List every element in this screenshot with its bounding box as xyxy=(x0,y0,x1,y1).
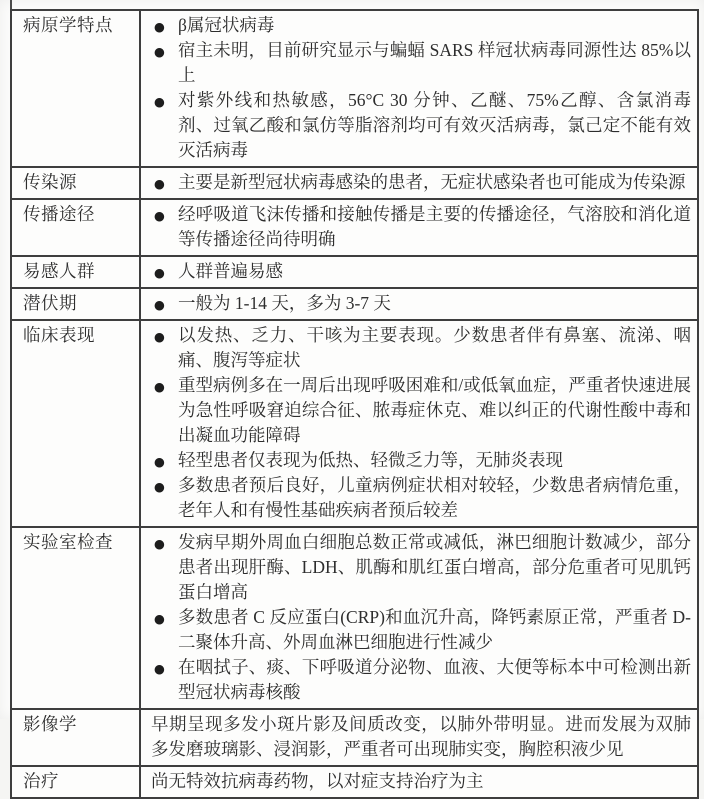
bullet-item xyxy=(141,655,691,705)
bullet-icon: ● xyxy=(154,329,165,344)
bullet-icon: ● xyxy=(154,208,165,223)
bullet-icon: ● xyxy=(154,454,165,469)
bullet-text: 人群普遍易感 xyxy=(178,261,283,281)
bullet-icon: ● xyxy=(154,297,165,312)
row-label: 潜伏期 xyxy=(11,288,140,320)
table-row-2 xyxy=(11,199,698,256)
bullet-list xyxy=(141,13,691,163)
bullet-text: 发病早期外周血白细胞总数正常或减低，淋巴细胞计数减少，部分患者出现肝酶、LDH、肌酶和肌红蛋白增高，部分危重者可见肌钙蛋白增高 xyxy=(178,532,691,602)
row-content xyxy=(140,320,698,527)
row-label: 病原学特点 xyxy=(11,10,140,167)
row-content xyxy=(140,288,698,320)
table-row-6 xyxy=(11,527,698,709)
row-content xyxy=(140,766,698,798)
row-label: 治疗 xyxy=(11,766,140,798)
bullet-icon: ● xyxy=(154,44,165,59)
bullet-list xyxy=(141,323,691,523)
row-label: 传播途径 xyxy=(11,199,140,256)
bullet-item xyxy=(141,202,691,252)
bullet-item xyxy=(141,291,691,316)
row-label: 影像学 xyxy=(11,709,140,766)
row-text: 早期呈现多发小斑片影及间质改变，以肺外带明显。进而发展为双肺多发磨玻璃影、浸润影，严重者可出现肺实变，胸腔积液少见 xyxy=(151,714,691,759)
bullet-icon: ● xyxy=(154,379,165,394)
bullet-text: β属冠状病毒 xyxy=(178,15,275,35)
row-label: 易感人群 xyxy=(11,256,140,288)
bullet-text: 多数患者 C 反应蛋白(CRP)和血沉升高，降钙素原正常，严重者 D-二聚体升高、外周血淋巴细胞进行性减少 xyxy=(178,607,691,652)
bullet-item xyxy=(141,323,691,373)
cropped-border-fragment xyxy=(10,0,12,9)
row-content xyxy=(140,10,698,167)
disease-table-body xyxy=(11,10,698,798)
bullet-text: 轻型患者仅表现为低热、轻微乏力等，无肺炎表现 xyxy=(178,450,563,470)
disease-characteristics-table xyxy=(10,9,699,799)
bullet-text: 对紫外线和热敏感，56°C 30 分钟、乙醚、75%乙醇、含氯消毒剂、过氧乙酸和氯仿等脂溶剂均可有效灭活病毒，氯己定不能有效灭活病毒 xyxy=(178,90,691,160)
table-row-7 xyxy=(11,709,698,766)
table-row-3 xyxy=(11,256,698,288)
bullet-list xyxy=(141,202,691,252)
bullet-icon: ● xyxy=(154,661,165,676)
bullet-item xyxy=(141,373,691,448)
bullet-text: 主要是新型冠状病毒感染的患者，无症状感染者也可能成为传染源 xyxy=(178,172,686,192)
row-label: 传染源 xyxy=(11,167,140,199)
row-label: 临床表现 xyxy=(11,320,140,527)
bullet-icon: ● xyxy=(154,19,165,34)
bullet-icon: ● xyxy=(154,536,165,551)
bullet-item xyxy=(141,88,691,163)
bullet-icon: ● xyxy=(154,479,165,494)
bullet-text: 一般为 1-14 天，多为 3-7 天 xyxy=(178,293,391,313)
bullet-text: 以发热、乏力、干咳为主要表现。少数患者伴有鼻塞、流涕、咽痛、腹泻等症状 xyxy=(178,325,691,370)
row-content xyxy=(140,709,698,766)
bullet-list xyxy=(141,291,691,316)
bullet-icon: ● xyxy=(154,94,165,109)
bullet-icon: ● xyxy=(154,611,165,626)
row-content xyxy=(140,167,698,199)
table-row-8 xyxy=(11,766,698,798)
bullet-text: 经呼吸道飞沫传播和接触传播是主要的传播途径，气溶胶和消化道等传播途径尚待明确 xyxy=(178,204,691,249)
bullet-item xyxy=(141,448,691,473)
bullet-item xyxy=(141,38,691,88)
bullet-item xyxy=(141,605,691,655)
row-text: 尚无特效抗病毒药物，以对症支持治疗为主 xyxy=(151,771,484,791)
table-row-4 xyxy=(11,288,698,320)
bullet-item xyxy=(141,170,691,195)
bullet-list xyxy=(141,530,691,705)
bullet-text: 在咽拭子、痰、下呼吸道分泌物、血液、大便等标本中可检测出新型冠状病毒核酸 xyxy=(178,657,691,702)
bullet-item xyxy=(141,473,691,523)
bullet-text: 多数患者预后良好，儿童病例症状相对较轻，少数患者病情危重，老年人和有慢性基础疾病者预后较差 xyxy=(178,475,691,520)
row-content xyxy=(140,527,698,709)
bullet-icon: ● xyxy=(154,176,165,191)
row-content xyxy=(140,199,698,256)
table-row-1 xyxy=(11,167,698,199)
bullet-list xyxy=(141,170,691,195)
table-row-0 xyxy=(11,10,698,167)
bullet-icon: ● xyxy=(154,265,165,280)
row-content xyxy=(140,256,698,288)
bullet-item xyxy=(141,530,691,605)
table-row-5 xyxy=(11,320,698,527)
bullet-text: 宿主未明，目前研究显示与蝙蝠 SARS 样冠状病毒同源性达 85%以上 xyxy=(178,40,691,85)
row-label: 实验室检查 xyxy=(11,527,140,709)
bullet-item xyxy=(141,259,691,284)
bullet-text: 重型病例多在一周后出现呼吸困难和/或低氧血症，严重者快速进展为急性呼吸窘迫综合征、脓毒症休克、难以纠正的代谢性酸中毒和出凝血功能障碍 xyxy=(178,375,691,445)
bullet-list xyxy=(141,259,691,284)
bullet-item xyxy=(141,13,691,38)
